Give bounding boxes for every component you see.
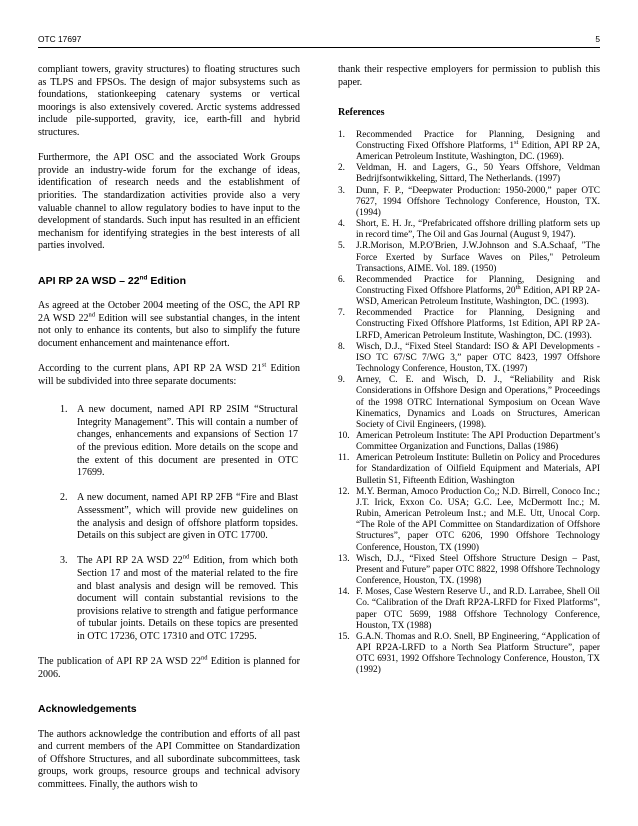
reference-item: 5. J.R.Morison, M.P.O'Brien, J.W.Johnson and S.A.Schaaf, "The Force Exerted by Surface Waves on Piles," Petroleum Transactions, AIME. Vol. 189. (1950): [338, 241, 600, 274]
reference-item: 8. Wisch, D.J., “Fixed Steel Standard: ISO & API Developments - ISO TC 67/SC 7/WG 3,” paper OTC 8423, 1997 Offshore Technology Conference, Houston, TX. (1997): [338, 341, 600, 375]
section-heading-acknowledgements: Acknowledgements: [38, 703, 137, 716]
section-heading-references: References: [338, 107, 385, 119]
page-header: [38, 34, 600, 46]
paragraph: compliant towers, gravity structures) to floating structures such as TLPS and FPSOs. The design of major subsystems such as foundations, stationkeeping catenary systems or vertical moorings is also extensively covered. Arctic systems addressed include pile-supported, gravity, ice, earth-fill and hybrid structures.: [38, 64, 300, 138]
list-item: 2. A new document, named API RP 2FB “Fire and Blast Assessment”, which will provide new guidelines on the analysis and design of offshore platform topsides. Details on this subject are given in OTC 17700.: [60, 492, 298, 542]
reference-item: 12. M.Y. Berman, Amoco Production Co,; N.D. Birrell, Conoco Inc.; J.T. Irick, Exxon Co. USA; G.C. Lee, McDermott Inc.; M. Rubin, American Petroleum Inst.; and M.E. Utt, Unocal Corp. “The Role of the API Committee on Standardization of Offshore Structures”, paper OTC 6206, 1990 Offshore Technology Conference, Houston, TX (1990): [338, 486, 600, 553]
paragraph: thank their respective employers for permission to publish this paper.: [338, 64, 600, 88]
reference-item: 10. American Petroleum Institute: The API Production Department’s Committee Organization and Functions, Dallas (1986): [338, 431, 600, 453]
header-rule: [38, 47, 600, 48]
paragraph: Furthermore, the API OSC and the associated Work Groups provide an industry-wide forum for the exchange of ideas, identification of research needs and the establishment of priorities. The standardization activities provide also a very valuable channel to allow regulatory bodies to have input to the development of standards. Such input has resulted in an efficient mechanism for identifying strategies in the best interests of all parties involved.: [38, 152, 300, 252]
page-number: 5: [595, 34, 600, 44]
reference-item: 11. American Petroleum Institute: Bulletin on Policy and Procedures for Standardization of Oilfield Equipment and Materials, API Bulletin S1, Fifteenth Edition, Washington: [338, 453, 600, 486]
list-item: 3. The API RP 2A WSD 22nd Edition, from which both Section 17 and most of the material related to the fire and blast analysis and design will be removed. This document will contain substantial revisions to the provisions relative to strength and fatigue performance of tubular joints. Details on these topics are presented in OTC 17236, OTC 17310 and OTC 17295.: [60, 554, 298, 642]
right-column: [338, 64, 600, 676]
paragraph: As agreed at the October 2004 meeting of the OSC, the API RP 2A WSD 22nd Edition will see substantial changes, in the intent not only to enhance its contents, but also to simplify the future document enhancement and maintenance effort.: [38, 300, 300, 349]
reference-item: 2. Veldman, H. and Lagers, G., 50 Years Offshore, Veldman Bedrijfsontwikkeling, Sittard, The Netherlands. (1997): [338, 163, 600, 185]
reference-item: 9. Arney, C. E. and Wisch, D. J., “Reliability and Risk Considerations in Offshore Design and Operations,” Proceedings of the 1998 OTRC International Symposium on Ocean Wave Kinematics, Dynamics and Loads on Structures, American Society of Civil Engineers, (1998).: [338, 375, 600, 430]
reference-item: 3. Dunn, F. P., “Deepwater Production: 1950-2000,” paper OTC 7627, 1994 Offshore Technology Conference, Houston, TX. (1994): [338, 185, 600, 218]
section-heading-wsd: API RP 2A WSD – 22nd Edition: [38, 274, 186, 287]
list-item: 1. A new document, named API RP 2SIM “Structural Integrity Management”. This will contain a number of changes, enhancements and expansions of Section 17 of the previous edition. More details on the scope and the extent of this document are presented in OTC 17699.: [60, 404, 298, 479]
paper-number: OTC 17697: [38, 34, 82, 44]
paragraph: The authors acknowledge the contribution and efforts of all past and current members of the API Committee on Standardization of Offshore Structures, and all subordinate subcommittees, task groups, work groups, resource groups and technical advisory committees. Finally, the authors wish to: [38, 728, 300, 790]
paragraph: The publication of API RP 2A WSD 22nd Edition is planned for 2006.: [38, 654, 300, 680]
reference-item: 15. G.A.N. Thomas and R.O. Snell, BP Engineering, “Application of API RP2A-LRFD to a North Sea Platform Structure”, paper OTC 6931, 1992 Offshore Technology Conference, Houston, TX (1992): [338, 631, 600, 676]
reference-item: 4. Short, E. H. Jr., “Prefabricated offshore drilling platform sets up in record time”, The Oil and Gas Journal (August 9, 1947).: [338, 219, 600, 241]
left-column: [38, 64, 300, 804]
reference-item: 1. Recommended Practice for Planning, Designing and Constructing Fixed Offshore Platforms, 1st Edition, API RP 2A, American Petroleum Institute, Washington, DC. (1969).: [338, 129, 600, 163]
reference-item: 6. Recommended Practice for Planning, Designing and Constructing Fixed Offshore Platforms, 20th Edition, API RP 2A-WSD, American Petroleum Institute, Washington, DC. (1993).: [338, 274, 601, 308]
paragraph: According to the current plans, API RP 2A WSD 21st Edition will be subdivided into three separate documents:: [38, 361, 300, 387]
reference-list: [338, 130, 600, 677]
reference-item: 13. Wisch, D.J., “Fixed Steel Offshore Structure Design – Past, Present and Future” paper OTC 8822, 1998 Offshore Technology Conference, Houston, TX. (1998): [338, 553, 600, 587]
document-list: [38, 404, 300, 643]
reference-item: 14. F. Moses, Case Western Reserve U., and R.D. Larrabee, Shell Oil Co. “Calibration of the Draft RP2A-LRFD for Fixed Platforms”, paper OTC 5699, 1988 Offshore Technology Conference, Houston, TX (1988): [338, 587, 600, 631]
reference-item: 7. Recommended Practice for Planning, Designing and Constructing Fixed Offshore Platforms, 1st Edition, API RP 2A-LRFD, American Petroleum Institute, Washington, DC. (1993).: [338, 308, 600, 341]
